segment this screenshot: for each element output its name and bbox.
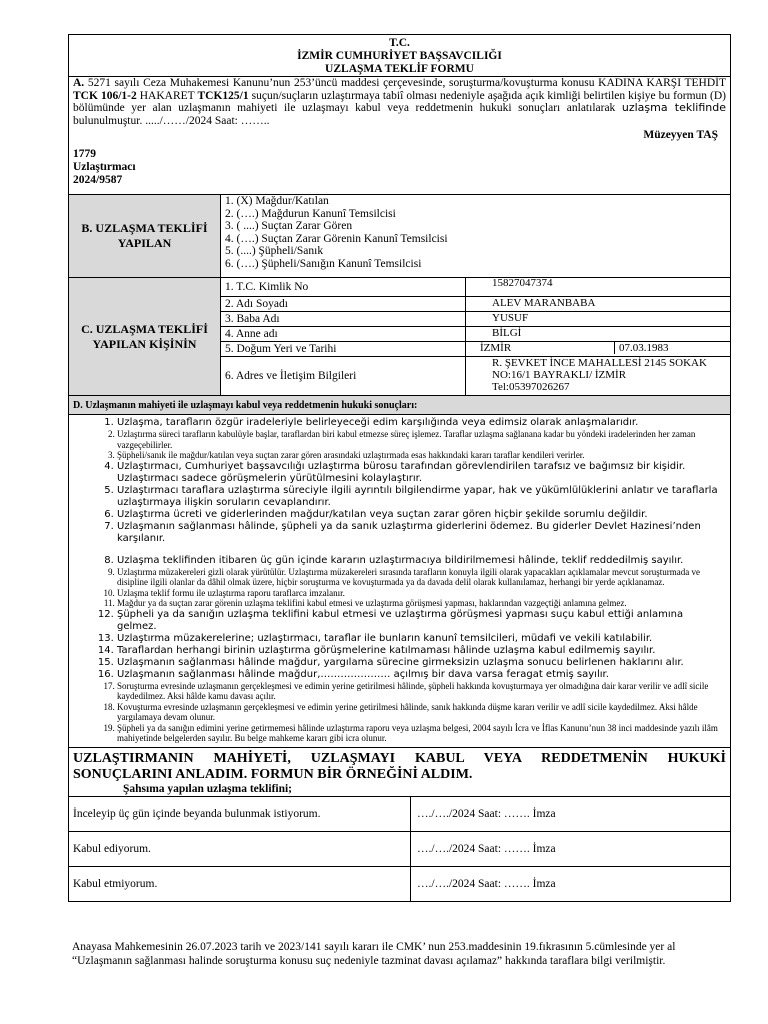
section-d-title: D. Uzlaşmanın mahiyeti ile uzlaşmayı kabul veya reddetmenin hukuki sonuçları: [69,396,731,415]
term-item: 13. Uzlaştırma müzakerelerine; uzlaştırmacı, taraflar ile bunların kanunî temsilcileri, müdafi ve vekili katılabilir. [117,633,724,645]
acknowledgement-subheading: Şahsıma yapılan uzlaşma teklifini; [123,782,293,795]
term-item: 2. Uzlaştırma süreci tarafların kabulüyle başlar, taraflardan biri kabul etmezse süreç işlemez. Taraflar uzlaşma sağlanana kadar bu yöndeki iradelerinden her zaman vazgeçebilirler. [117,429,724,450]
acknowledgement [69,747,731,796]
option-victim-rep: 2. (….) Mağdurun Kanunî Temsilcisi [225,207,396,220]
section-c-title: C. UZLAŞMA TEKLİFİ YAPILAN KİŞİNİN [69,278,221,396]
term-item: 6. Uzlaştırma ücreti ve giderlerinden mağdur/katılan veya suçtan zarar gören hiçbir şekilde sorumlu değildir. [117,509,724,521]
signature-line-review[interactable]: …./…./2024 Saat: ……. İmza [411,796,731,831]
term-item: 1. Uzlaşma, tarafların özgür iradeleriyle belirleyeceği edim karşılığında veya edimsiz olarak anlaşmalarıdır. [117,417,724,429]
birth-label: 5. Doğum Yeri ve Tarihi [221,342,466,357]
mediator-name: Müzeyyen TAŞ [643,129,718,141]
birth-values [466,342,731,357]
section-a-text-sans: uzlaşma teklifinde [621,101,726,114]
term-item: 4. Uzlaştırmacı, Cumhuriyet başsavcılığı uzlaştırma bürosu tarafından görevlendirilen tarafsız ve bağımsız bir kişidir. Uzlaştırmacı sadece görüşmelerin yürütülmesini kolaylaştırır. [117,461,724,485]
section-a [69,77,731,195]
name-label: 2. Adı Soyadı [221,297,466,312]
section-a-letter: A. [73,77,85,89]
father-value: YUSUF [466,312,731,327]
section-b-title: B. UZLAŞMA TEKLİFİ YAPILAN [69,195,221,278]
section-d-list [69,415,731,748]
footer-line2: “Uzlaşmanın sağlanması halinde soruşturma konusu suç nedeniyle tazminat davası açılamaz” hakkında taraflara bilgi verilmiştir. [72,955,666,967]
term-item: 7. Uzlaşmanın sağlanması hâlinde, şüpheli ya da sanık uzlaştırma giderlerini ödemez. Bu giderler Devlet Hazinesi’nden karşılanır. [117,521,724,545]
acknowledgement-statement: UZLAŞTIRMANIN MAHİYETİ, UZLAŞMAYI KABUL VEYA REDDETMENİN HUKUKİ SONUÇLARINI ANLADIM. FORMUN BİR ÖRNEĞİNİ ALDIM. [73,750,726,782]
form-page [68,34,731,902]
term-item: 3. Şüpheli/sanık ile mağdur/katılan veya suçtan zarar gören arasındaki uzlaştırmada esas hakkındaki kararı taraflar kendileri verirler. [117,450,724,461]
term-item: 10. Uzlaşma teklif formu ile uzlaştırma raporu taraflarca imzalanır. [117,588,724,599]
mother-value: BİLGİ [466,327,731,342]
header-tc: T.C. [389,37,410,49]
file-number: 2024/9587 [73,174,123,186]
name-value: ALEV MARANBABA [466,297,731,312]
address-label: 6. Adres ve İletişim Bilgileri [221,357,466,396]
section-a-law1: TCK 106/1-2 [73,89,137,102]
id-label: 1. T.C. Kimlik No [221,278,466,297]
option-accept: Kabul ediyorum. [69,831,411,866]
section-a-text4: bulunulmuştur. ...../……/2024 Saat: …….. [73,114,270,127]
term-item: 17. Soruşturma evresinde uzlaşmanın gerçekleşmesi ve edimin yerine getirilmesi hâlinde, şüpheli hakkında kovuşturmaya yer olmadığına dair karar verilir ve adlî sicile kaydedilmez. Aksi hâlde kamu davası açılır. [117,681,724,702]
mediator-number: 1779 [73,148,96,160]
term-item: 12. Şüpheli ya da sanığın uzlaşma teklifini kabul etmesi ve uzlaştırma görüşmesi yapması suçu kabul ettiği anlamına gelmez. [117,609,724,633]
form-table [68,34,731,796]
option-injured: 3. ( ....) Suçtan Zarar Gören [225,220,353,232]
mediator-role: Uzlaştırmacı [73,161,136,173]
option-review: İnceleyip üç gün içinde beyanda bulunmak istiyorum. [69,796,411,831]
signature-table [68,796,731,902]
term-item: 14. Taraflardan herhangi birinin uzlaştırma görüşmelerine katılmaması hâlinde uzlaşma kabul edilmemiş sayılır. [117,645,724,657]
option-reject: Kabul etmiyorum. [69,866,411,901]
term-item: 11. Mağdur ya da suçtan zarar görenin uzlaşma teklifini kabul etmesi ve uzlaştırma görüşmesi yapması, haklarından vazgeçtiği anlamına gelmez. [117,598,724,609]
signature-line-accept[interactable]: …./…./2024 Saat: ……. İmza [411,831,731,866]
option-victim: 1. (X) Mağdur/Katılan [225,195,329,207]
option-suspect: 5. (....) Şüpheli/Sanık [225,245,324,257]
term-item: 9. Uzlaştırma müzakereleri gizli olarak yürütülür. Uzlaştırma müzakereleri sırasında tarafların konuyla ilgili olarak yapacakları açıklamalar mevcut soruşturmada ve disipline ilgili olanlar da dâhil olmak üzere, hiçbir soruşturma ve kovuşturmada ya da davada delil olarak kullanılamaz, herhangi bir yerde açıklanamaz. [117,567,724,588]
address-line2: NO:16/1 BAYRAKLI/ İZMİR [492,369,627,381]
form-title: UZLAŞMA TEKLİF FORMU [325,63,474,75]
section-a-text1: 5271 sayılı Ceza Muhakemesi Kanunu’nun 253’üncü maddesi çerçevesinde, soruşturma/kovuşturma konusu KADINA KARŞI TEHDİT [84,77,726,89]
term-item: 18. Kovuşturma evresinde uzlaşmanın gerçekleşmesi ve edimin yerine getirilmesi hâlinde, sanık hakkında düşme kararı verilir ve adlî sicile kaydedilmez. Aksi hâlde yargılamaya devam olunur. [117,702,724,723]
section-a-text3: suçun/suçların uzlaştırmaya tabiî olması nedeniyle aşağıda açık kimliği belirtilen kişiye bu formun (D) bölümünde yer alan uzlaşmanın mahiyeti ile uzlaşmayı kabul veya reddetmenin hukuki sonuçları anlatılarak [73,89,727,114]
header-office: İZMİR CUMHURİYET BAŞSAVCILIĞI [297,50,502,62]
term-item: 5. Uzlaştırmacı taraflara uzlaştırma süreciyle ilgili ayrıntılı bilgilendirme yapar, hak ve yükümlülüklerini anlatır ve taraflarla uzlaştırmaya ilişkin soruların cevaplandırır. [117,485,724,509]
term-item: 19. Şüpheli ya da sanığın edimini yerine getirmemesi hâlinde uzlaştırma raporu veya uzlaşma belgesi, 2004 sayılı İcra ve İflas Kanunu’nun 38 inci maddesinde yazılı ilâm mahiyetinde belgelerden sayılır. Bu belge mahkeme kararı gibi icra olunur. [117,723,724,744]
section-a-law2: TCK125/1 [197,89,249,102]
address-value [466,357,731,396]
option-suspect-rep: 6. (….) Şüpheli/Sanığın Kanunî Temsilcisi [225,257,422,270]
term-item: 16. Uzlaşmanın sağlanması hâlinde mağdur,………………… açılmış bir dava varsa feragat etmiş sayılır. [117,669,724,681]
birth-date: 07.03.1983 [619,342,669,354]
section-a-text2: HAKARET [136,89,198,102]
footer-note [72,940,768,968]
footer-line1: Anayasa Mahkemesinin 26.07.2023 tarih ve 2023/141 sayılı kararı ile CMK’ nun 253.maddesinin 19.fıkrasının 5.cümlesinde yer al [72,941,676,953]
birth-place: İZMİR [466,342,615,354]
section-b-options [221,195,731,278]
form-header [69,35,731,77]
option-injured-rep: 4. (….) Suçtan Zarar Görenin Kanunî Temsilcisi [225,232,448,245]
term-item: 15. Uzlaşmanın sağlanması hâlinde mağdur, yargılama sürecine girmeksizin uzlaşma sonucu belirlenen haklarını alır. [117,657,724,669]
father-label: 3. Baba Adı [221,312,466,327]
signature-line-reject[interactable]: …./…./2024 Saat: ……. İmza [411,866,731,901]
terms-list [73,417,724,744]
phone: Tel:05397026267 [492,381,570,393]
term-item: 8. Uzlaşma teklifinden itibaren üç gün içinde kararın uzlaştırmacıya bildirilmemesi hâlinde, teklif reddedilmiş sayılır. [117,555,724,567]
mother-label: 4. Anne adı [221,327,466,342]
address-line1: R. ŞEVKET İNCE MAHALLESİ 2145 SOKAK [492,357,707,369]
id-value: 15827047374 [466,278,731,297]
